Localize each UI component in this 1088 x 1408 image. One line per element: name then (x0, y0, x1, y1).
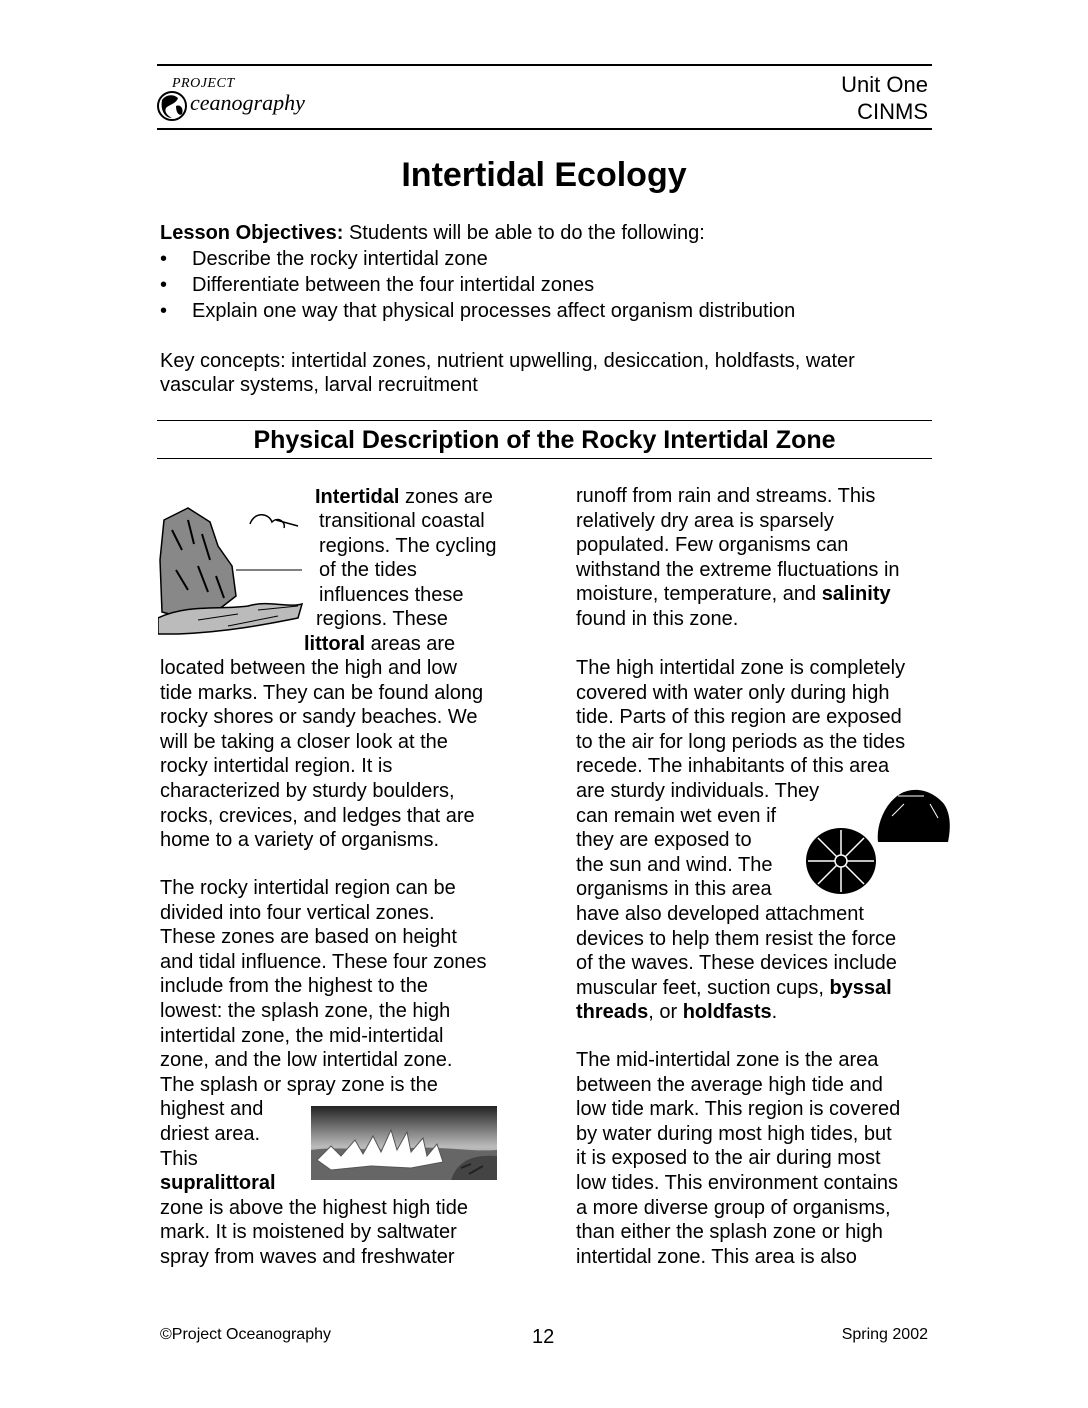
section-bottom-rule (157, 458, 932, 459)
logo-text-oceanography: ceanography (190, 90, 305, 115)
objective-item: • Explain one way that physical processes affect organism distribution (160, 300, 796, 322)
key-concepts-line1: Key concepts: intertidal zones, nutrient upwelling, desiccation, holdfasts, water (160, 350, 855, 372)
page-number: 12 (532, 1326, 555, 1348)
bullet-icon: • (160, 248, 168, 270)
objectives-intro: Students will be able to do the following: (343, 222, 705, 244)
col1-wrap-line: littoral areas are (304, 633, 456, 655)
col1-wrap-line: transitional coastal (319, 510, 485, 532)
col2-paragraph-1: runoff from rain and streams. This relatively dry area is sparsely populated. Few organisms can withstand the extreme fluctuations in moisture, temperature, and salinity found in this zone. (576, 485, 900, 630)
col1-paragraph-2: The rocky intertidal region can be divided into four vertical zones. These zones are based on height and tidal influence. These four zones include from the highest to the lowest: the splash zone, the high intertidal zone, the mid-intertidal zone, and the low intertidal zone. The splash or spray zone is the highest and driest area. This supralittoral zone is above the highest high tide mark. It is moistened by saltwater spray from waves and freshwater (160, 877, 487, 1268)
lesson-objectives (160, 222, 705, 245)
col1-wrap-line: regions. The cycling (319, 535, 497, 557)
section-top-rule (157, 420, 932, 421)
header-unit: Unit One (841, 72, 928, 97)
bullet-icon: • (160, 274, 168, 296)
objectives-label: Lesson Objectives: (160, 222, 344, 244)
footer-copyright: ©Project Oceanography (160, 1326, 331, 1343)
header-code: CINMS (857, 99, 928, 124)
col1-paragraph-1: located between the high and low tide marks. They can be found along rocky shores or sandy beaches. We will be taking a closer look at the rocky intertidal region. It is characterized by sturdy boulders, rocks, crevices, and ledges that are home to a variety of organisms. (160, 657, 484, 852)
limpet-side-illustration (874, 786, 952, 848)
page-title: Intertidal Ecology (401, 156, 687, 194)
key-concepts-line2: vascular systems, larval recruitment (160, 374, 478, 396)
section-title: Physical Description of the Rocky Intertidal Zone (253, 426, 836, 454)
col1-wrap-line: regions. These (316, 608, 448, 630)
header-top-rule (157, 64, 932, 66)
objective-item: • Describe the rocky intertidal zone (160, 248, 488, 270)
footer-date: Spring 2002 (841, 1326, 928, 1343)
col2-paragraph-3: The mid-intertidal zone is the area between the average high tide and low tide mark. This region is covered by water during most high tides, but it is exposed to the air during most low tides. This environment contains a more diverse group of organisms, than either the splash zone or high intertidal zone. This area is also (576, 1049, 901, 1268)
logo-text-project: PROJECT (172, 76, 235, 91)
rocky-coast-illustration (158, 500, 304, 636)
splash-wave-illustration (311, 1106, 497, 1180)
limpet-top-illustration (804, 826, 878, 896)
bullet-icon: • (160, 300, 168, 322)
project-oceanography-logo (152, 76, 312, 126)
header-bottom-rule (157, 128, 932, 130)
objective-item: • Differentiate between the four intertidal zones (160, 274, 595, 296)
col2-paragraph-2: The high intertidal zone is completely covered with water only during high tide. Parts of this region are exposed to the air for long periods as the tides recede. The inhabitants of this area are sturdy individuals. They can remain wet even if they are exposed to the sun and wind. The organisms in this area have also developed attachment devices to help them resist the force of the waves. These devices include muscular feet, suction cups, byssal threads, or holdfasts. (576, 657, 906, 1024)
col1-wrap-line: Intertidal zones are (315, 486, 493, 508)
col1-wrap-line: of the tides (319, 559, 417, 581)
col1-wrap-line: influences these (319, 584, 464, 606)
